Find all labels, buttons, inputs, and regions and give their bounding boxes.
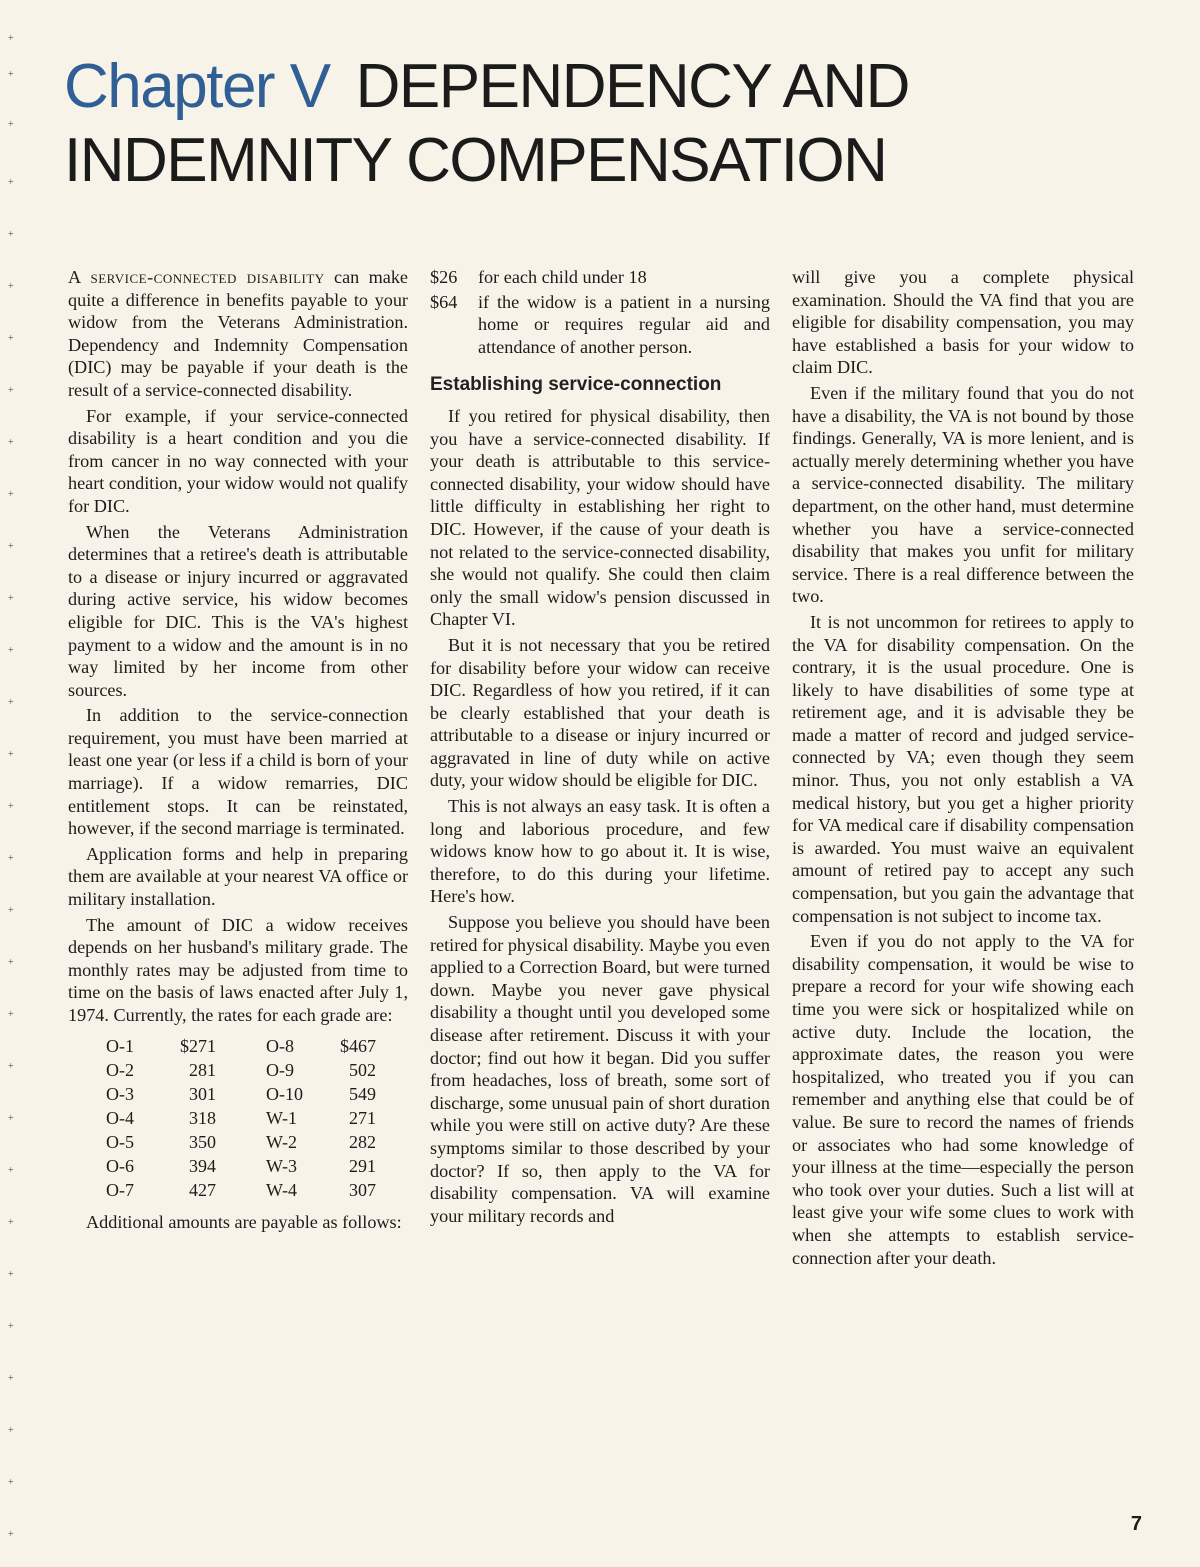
paragraph: In addition to the service-connection requirement, you must have been married at least one year (or less if a child is born of your marriage). If a widow remarries, DIC entitlement stops. It can be reinstated, however, if the second marriage is terminated. bbox=[68, 705, 408, 839]
paragraph: For example, if your service-connected disability is a heart condition and you die from cancer in no way connected with your heart condition, your widow would not qualify for DIC. bbox=[68, 405, 408, 516]
heading-line-1: DEPENDENCY AND bbox=[355, 52, 909, 121]
table-row: O-5 350 W-2 282 bbox=[106, 1132, 376, 1153]
paragraph: When the Veterans Administration determines that a retiree's death is attributable to a disease or injury incurred or aggravated during active service, his widow becomes eligible for DIC. This is the VA's highest payment to a widow and the amount is in no way limited by her income from other sources. bbox=[68, 521, 408, 700]
table-row: O-7 427 W-4 307 bbox=[106, 1180, 376, 1201]
table-row: O-6 394 W-3 291 bbox=[106, 1156, 376, 1177]
paragraph: This is not always an easy task. It is often a long and laborious procedure, and few widows know how to go about it. It is wise, therefore, to do this during your lifetime. Here's how. bbox=[430, 796, 770, 907]
paragraph: Even if the military found that you do not have a disability, the VA is not bound by those findings. Generally, VA is more lenient, and is actually merely determining whether you have a service-connected disability. The military department, on the other hand, must determine whether you have a service-connected disability that makes you unfit for military service. There is a real difference between the two. bbox=[792, 382, 1134, 607]
chapter-label: Chapter V bbox=[64, 52, 330, 121]
paragraph: Suppose you believe you should have been retired for physical disability. Maybe you even applied to a Correction Board, but were turned down. Maybe you never gave physical disability a thought until you developed some disease after retirement. Discuss it with your doctor; find out how it began. Did you suffer from headaches, loss of breath, some sort of discharge, some unusual pain of short duration while you were still on active duty? Are these symptoms similar to those described by your doctor? If so, then apply to the VA for disability compensation. VA will examine your military records and bbox=[430, 912, 770, 1226]
paragraph: It is not uncommon for retirees to apply to the VA for disability compensation. On the contrary, it is the usual procedure. One is likely to have disabilities of some type at retirement age, and it is advisable they be made a matter of record and judged service-connected by VA; even though they seem minor. Thus, you not only establish a VA medical history, but you get a higher priority for VA medical care if disability compensation is awarded. You must waive an equivalent amount of retired pay to accept any such compensation, but you gain the advantage that compensation is not subject to income tax. bbox=[792, 611, 1134, 926]
dic-rates-table bbox=[106, 1035, 376, 1203]
paragraph: will give you a complete physical examination. Should the VA find that you are eligible for disability compensation, you may have established a basis for your widow to claim DIC. bbox=[792, 267, 1134, 378]
table-row: O-4 318 W-1 271 bbox=[106, 1108, 376, 1129]
binder-hole-marks: + + + + + + + + + + + + + + + + + + + + + + + + + + + + + + bbox=[8, 33, 14, 1540]
page-number: 7 bbox=[1130, 1513, 1142, 1535]
paragraph: If you retired for physical disability, then you have a service-connected disability. If your death is attributable to this service-connected disability, your widow should have little difficulty in establishing her right to DIC. However, if the cause of your death is not related to the service-connected disability, she would not qualify. She could then claim only the small widow's pension discussed in Chapter VI. bbox=[430, 405, 770, 630]
paragraph: Even if you do not apply to the VA for disability compensation, it would be wise to prepare a record for your wife showing each time you were sick or hospitalized while on active duty. Include the location, the approximate dates, the reason you were hospitalized, who treated you if you can remember and anything else that could be of value. Be sure to record the names of friends or associates who had some knowledge of your illness at the time—especially the person who took over your duties. Such a list will at least give your wife some clues to work with when she attempts to establish service-connection after your death. bbox=[792, 931, 1134, 1268]
paragraph: But it is not necessary that you be retired for disability before your widow can receive DIC. Regardless of how you retired, if it can be clearly established that your death is attributable to a disease or injury incurred or aggravated in line of duty while on active duty, your widow should be eligible for DIC. bbox=[430, 634, 770, 791]
table-row: O-2 281 O-9 502 bbox=[106, 1060, 376, 1081]
column-2 bbox=[430, 266, 770, 1230]
table-row: O-3 301 O-10 549 bbox=[106, 1084, 376, 1105]
heading-line-2: INDEMNITY COMPENSATION bbox=[64, 126, 887, 195]
paragraph: Additional amounts are payable as follows: bbox=[86, 1211, 402, 1232]
additional-amount-row: $64 if the widow is a patient in a nursing home or requires regular aid and attendance of another person. bbox=[430, 291, 770, 357]
paragraph: Application forms and help in preparing them are available at your nearest VA office or military installation. bbox=[68, 843, 408, 910]
paragraph: The amount of DIC a widow receives depends on her husband's military grade. The monthly rates may be adjusted from time to time on the basis of laws enacted after July 1, 1974. Currently, the rates for each grade are: bbox=[68, 914, 408, 1025]
column-1 bbox=[68, 266, 408, 1236]
paragraph: A service-connected disability can make quite a difference in benefits payable to your widow from the Veterans Administration. Dependency and Indemnity Compensation (DIC) may be payable if your death is the result of a service-connected disability. bbox=[68, 267, 408, 400]
lead-in: A service-connected disability bbox=[68, 267, 325, 287]
column-3 bbox=[792, 266, 1134, 1272]
additional-amount-row: $26 for each child under 18 bbox=[430, 267, 647, 287]
section-heading: Establishing service-connection bbox=[430, 374, 722, 396]
table-row: O-1 $271 O-8 $467 bbox=[106, 1036, 376, 1057]
page-title bbox=[64, 50, 1174, 198]
